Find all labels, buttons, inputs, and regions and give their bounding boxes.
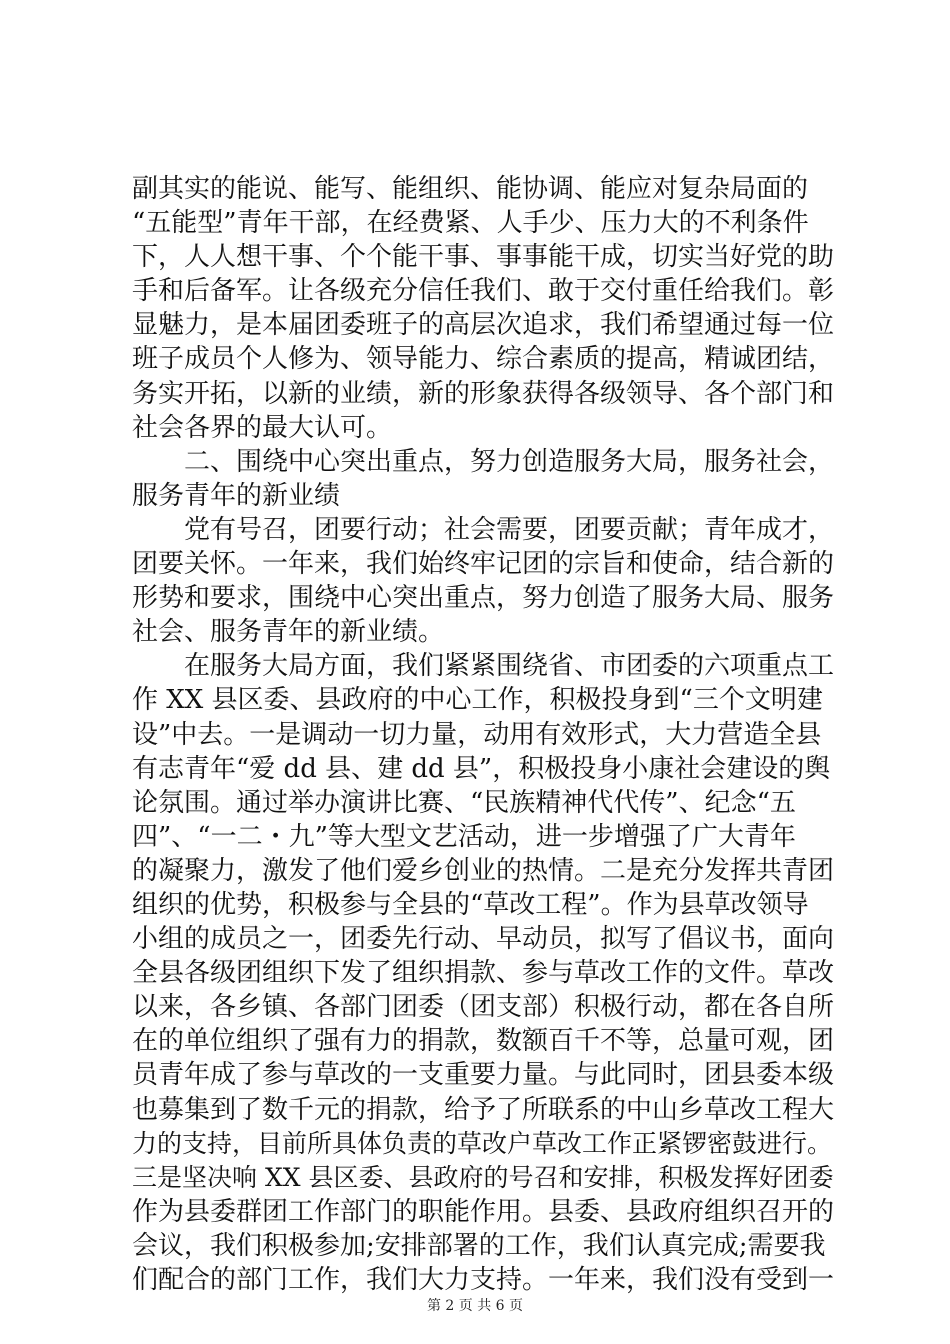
text-line: “五能型”青年干部，在经费紧、人手少、压力大的不利条件 — [132, 208, 809, 239]
text-line: 在服务大局方面，我们紧紧围绕省、市团委的六项重点工 — [132, 651, 835, 682]
text-line: 力的支持，目前所具体负责的草改户草改工作正紧锣密鼓进行。 — [132, 1128, 833, 1158]
text-line: 们配合的部门工作，我们大力支持。一年来，我们没有受到一 — [132, 1265, 835, 1295]
text-line: 会议，我们积极参加;安排部署的工作，我们认真完成;需要我 — [132, 1230, 826, 1261]
text-line: 二、围绕中心突出重点，努力创造服务大局，服务社会， — [132, 446, 835, 477]
text-line: 社会、服务青年的新业绩。 — [132, 617, 445, 648]
text-line: 务实开拓，以新的业绩，新的形象获得各级领导、各个部门和 — [132, 378, 835, 409]
text-line: 小组的成员之一，团委先行动、早动员，拟写了倡议书，面向 — [132, 924, 835, 955]
body-text — [132, 172, 835, 1297]
text-line: 党有号召，团要行动；社会需要，团要贡献；青年成才， — [132, 514, 835, 545]
text-line: 作 XX 县区委、县政府的中心工作，积极投身到“三个文明建 — [132, 685, 823, 716]
page-footer: 第 2 页 共 6 页 — [426, 1298, 524, 1314]
text-line: 副其实的能说、能写、能组织、能协调、能应对复杂局面的 — [132, 174, 809, 204]
text-line: 作为县委群团工作部门的职能作用。县委、县政府组织召开的 — [132, 1196, 835, 1227]
text-line: 手和后备军。让各级充分信任我们、敢于交付重任给我们。彰 — [132, 276, 835, 307]
text-line: 显魅力，是本届团委班子的高层次追求，我们希望通过每一位 — [132, 310, 835, 341]
text-line: 也募集到了数千元的捐款，给予了所联系的中山乡草改工程大 — [132, 1094, 835, 1125]
text-line: 三是坚决响 XX 县区委、县政府的号召和安排，积极发挥好团委 — [132, 1162, 834, 1192]
text-line: 下，人人想干事、个个能干事、事事能干成，切实当好党的助 — [132, 242, 835, 273]
text-line: 员青年成了参与草改的一支重要力量。与此同时，团县委本级 — [132, 1060, 835, 1091]
text-line: 团要关怀。一年来，我们始终牢记团的宗旨和使命，结合新的 — [132, 549, 835, 580]
text-line: 论氛围。通过举办演讲比赛、“民族精神代代传”、纪念“五 — [132, 787, 796, 818]
text-line: 在的单位组织了强有力的捐款，数额百千不等，总量可观，团 — [132, 1026, 835, 1057]
text-line: 组织的优势，积极参与全县的“草改工程”。作为县草改领导 — [132, 889, 809, 920]
text-line: 以来，各乡镇、各部门团委（团支部）积极行动，都在各自所 — [132, 992, 835, 1023]
text-line: 服务青年的新业绩 — [132, 480, 341, 511]
text-line: 形势和要求，围绕中心突出重点，努力创造了服务大局、服务 — [132, 583, 835, 614]
text-line: 四”、“一二・九”等大型文艺活动，进一步增强了广大青年 — [132, 821, 796, 852]
text-line: 的凝聚力，激发了他们爱乡创业的热情。二是充分发挥共青团 — [132, 855, 835, 886]
text-line: 有志青年“爱 dd 县、建 dd 县”，积极投身小康社会建设的舆 — [132, 753, 831, 784]
text-line: 设”中去。一是调动一切力量，动用有效形式，大力营造全县 — [132, 719, 822, 750]
text-line: 社会各界的最大认可。 — [132, 412, 393, 443]
text-line: 全县各级团组织下发了组织捐款、参与草改工作的文件。草改 — [132, 958, 835, 989]
text-line: 班子成员个人修为、领导能力、综合素质的提高，精诚团结， — [132, 344, 835, 375]
